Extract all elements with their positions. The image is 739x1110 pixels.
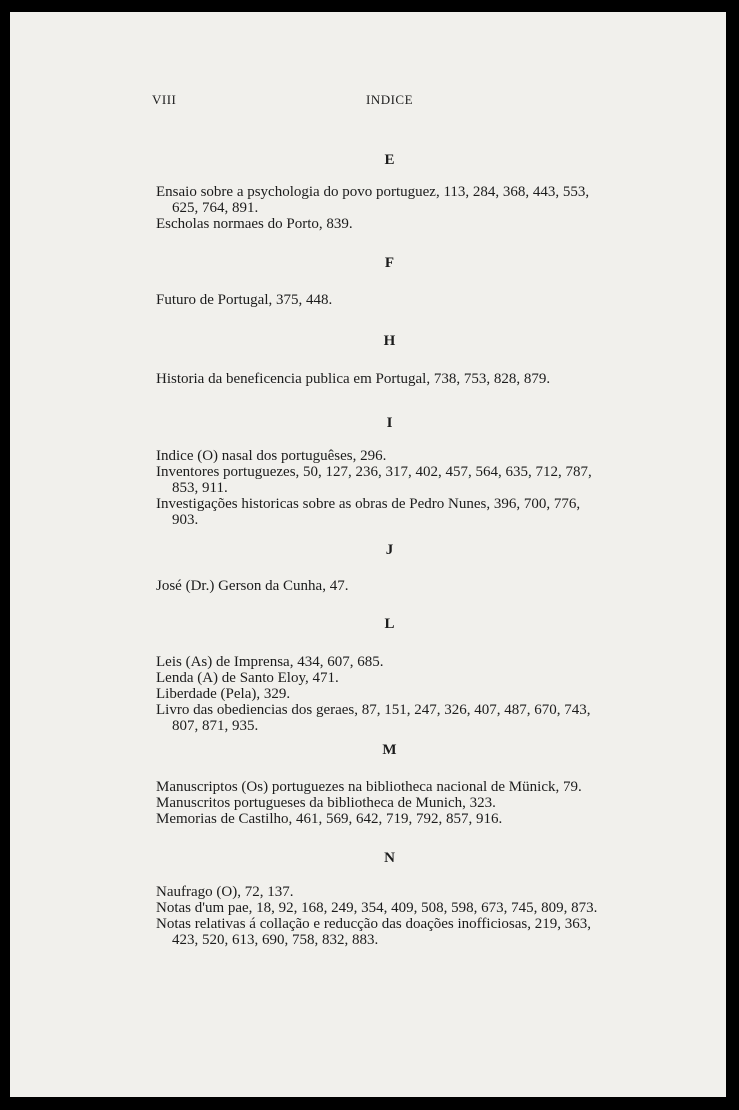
index-entry: Indice (O) nasal dos portuguêses, 296. [156,448,387,464]
section-letter-f: F [384,255,396,271]
section-letter-i: I [386,415,394,431]
section-letter-l: L [384,616,396,632]
index-entry: José (Dr.) Gerson da Cunha, 47. [156,578,349,594]
index-entry: Memorias de Castilho, 461, 569, 642, 719, 792, 857, 916. [156,811,503,827]
section-letter-e: E [384,152,396,168]
index-entry: Leis (As) de Imprensa, 434, 607, 685. [156,654,384,670]
index-entry: Manuscriptos (Os) portuguezes na bibliotheca nacional de Münick, 79. [156,779,582,795]
index-entry: Ensaio sobre a psychologia do povo portuguez, 113, 284, 368, 443, 553, 625, 764, 891. [156,184,590,216]
index-entry: Naufrago (O), 72, 137. [156,884,294,900]
section-letter-h: H [383,333,397,349]
index-entry: Inventores portuguezes, 50, 127, 236, 317, 402, 457, 564, 635, 712, 787, 853, 911. [156,464,592,496]
document-page [10,12,726,1097]
index-entry: Investigações historicas sobre as obras de Pedro Nunes, 396, 700, 776, 903. [156,496,581,528]
index-entry: Futuro de Portugal, 375, 448. [156,292,333,308]
index-entry: Manuscritos portugueses da bibliotheca de Munich, 323. [156,795,496,811]
index-entry: Notas relativas á collação e reducção das doações inofficiosas, 219, 363, 423, 520, 613, 690, 758, 832, 883. [156,916,591,948]
index-entry: Livro das obediencias dos geraes, 87, 151, 247, 326, 407, 487, 670, 743, 807, 871, 935. [156,702,591,734]
section-letter-m: M [382,742,398,758]
index-entry: Escholas normaes do Porto, 839. [156,216,353,232]
index-entry: Notas d'um pae, 18, 92, 168, 249, 354, 409, 508, 598, 673, 745, 809, 873. [156,900,598,916]
section-letter-n: N [384,850,396,866]
section-letter-j: J [385,542,395,558]
page-number: VIII [152,92,177,107]
index-entry: Historia da beneficencia publica em Portugal, 738, 753, 828, 879. [156,371,551,387]
index-entry: Liberdade (Pela), 329. [156,686,291,702]
index-entry: Lenda (A) de Santo Eloy, 471. [156,670,339,686]
page-title: INDICE [366,92,414,107]
